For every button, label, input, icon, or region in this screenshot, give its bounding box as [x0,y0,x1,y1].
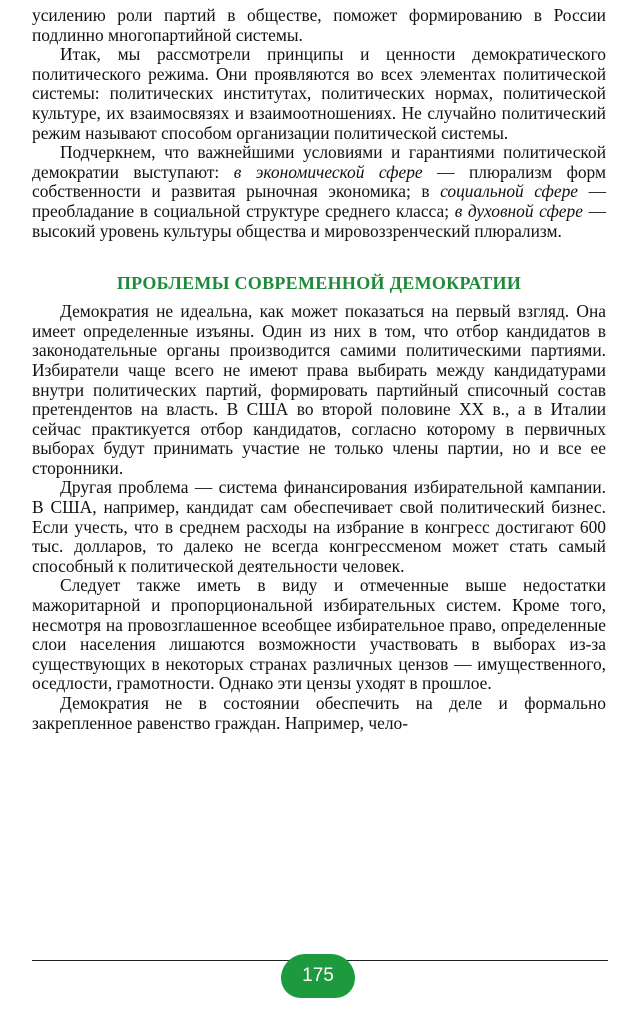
economic-sphere-term: в экономической сфере [233,161,423,182]
guarantees-text-2: — плюрализм форм собственности и развитая рыночная экономика; в [32,161,606,202]
paragraph-guarantees [32,143,606,241]
spiritual-sphere-term: в духовной сфере [454,200,583,221]
paragraph-principles: Итак, мы рассмотрели принципы и ценности демократического политического режима. Они проявляются во всех элементах политической системы: политических институтах, политических нормах, политической культуре, их взаимосвязях и взаимоотношениях. Не случайно политический режим называют способом организации политической системы. [32,44,606,143]
guarantees-text-3: — преобладание в социальной структуре среднего класса; [32,181,606,221]
social-sphere-term: социальной сфере [440,181,579,202]
page-body [32,6,606,733]
paragraph-electoral-systems: Следует также иметь в виду и отмеченные выше недостатки мажоритарной и пропорциональной избирательных систем. Кроме того, несмотря на провозглашенное всеобщее избирательное право, определенные слои населения лишаются возможности участвовать в выборах из-за существующих в некоторых странах различных цензов — имущественного, оседлости, грамотности. Однако эти цензы уходят в прошлое. [32,575,606,694]
paragraph-continuation: усилению роли партий в обществе, поможет формированию в России подлинно многопартийной системы. [32,5,606,45]
page-number-badge: 175 [281,954,355,998]
paragraph-equality: Демократия не в состоянии обеспечить на деле и формально закрепленное равенство граждан. Например, чело- [32,693,606,733]
paragraph-candidate-selection: Демократия не идеальна, как может показаться на первый взгляд. Она имеет определенные изъяны. Один из них в том, что отбор кандидатов в законодательные органы производится самими политическими партиями. Избиратели чаще всего не имеют права выбирать между кандидатурами внутри политических партий, формировать партийный списочный состав претендентов на власть. В США во второй половине XX в., а в Италии сейчас практикуется отбор кандидатов, согласно которому в первичных выборах будут принимать участие не только члены партии, но и все ее сторонники. [32,301,606,478]
guarantees-text-4: — высокий уровень культуры общества и мировоззренческий плюрализм. [32,200,606,241]
paragraph-campaign-finance: Другая проблема — система финансирования избирательной кампании. В США, например, кандидат сам обеспечивает свой политический бизнес. Если учесть, что в среднем расходы на избрание в конгресс достигают 600 тыс. долларов, то далеко не всегда конгрессменом может стать самый способный к политической деятельности человек. [32,477,606,576]
section-heading: ПРОБЛЕМЫ СОВРЕМЕННОЙ ДЕМОКРАТИИ [116,273,522,294]
guarantees-text-1: Подчеркнем, что важнейшими условиями и гарантиями политической демократии выступают: [32,142,606,182]
